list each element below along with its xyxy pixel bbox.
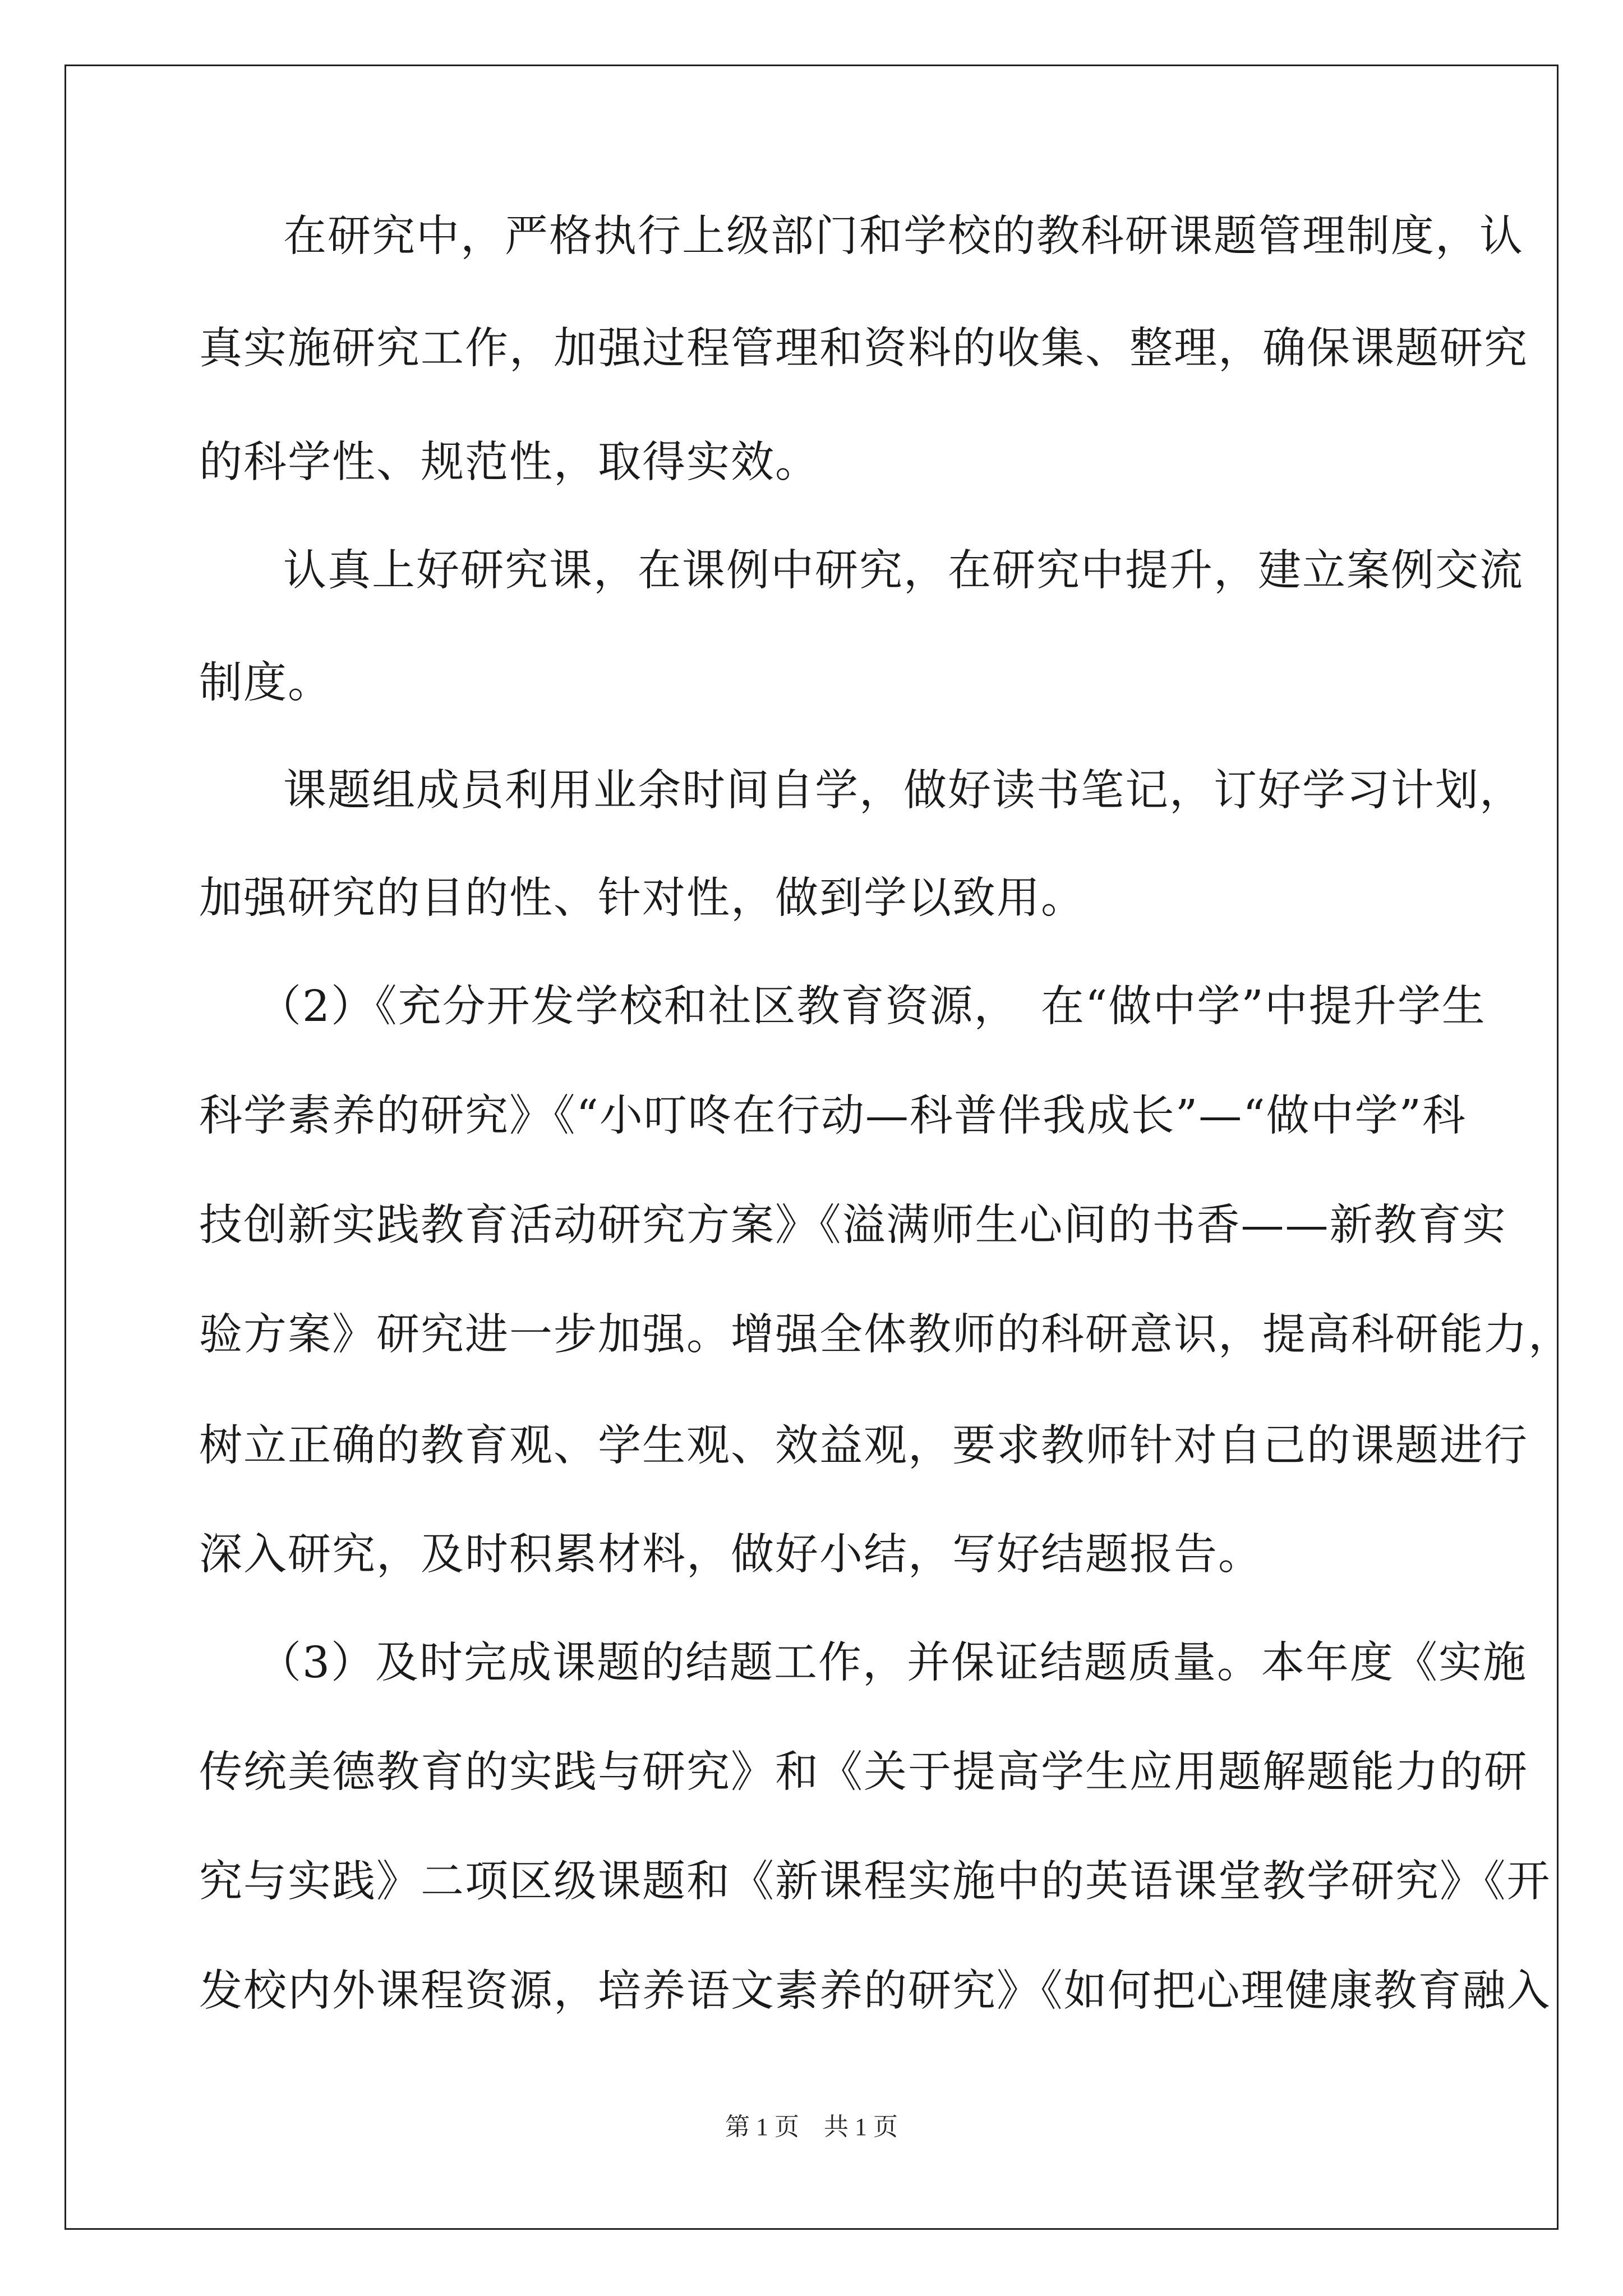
text-line: 发校内外课程资源，培养语文素养的研究》《如何把心理健康教育融入 bbox=[199, 1966, 1551, 2016]
text-line: 科学素养的研究》《“小叮咚在行动—科普伴我成长”—“做中学”科 bbox=[199, 1091, 1467, 1141]
text-line: 加强研究的目的性、针对性，做到学以致用。 bbox=[199, 873, 1085, 923]
text-line: 认真上好研究课，在课例中研究，在研究中提升，建立案例交流 bbox=[283, 546, 1524, 596]
text-line: 的科学性、规范性，取得实效。 bbox=[199, 438, 819, 487]
text-line: （3）及时完成课题的结题工作，并保证结题质量。本年度《实施 bbox=[258, 1638, 1527, 1688]
text-line: 在研究中，严格执行上级部门和学校的教科研课题管理制度，认 bbox=[283, 211, 1524, 261]
text-line: 课题组成员利用业余时间自学，做好读书笔记，订好学习计划， bbox=[283, 766, 1524, 816]
text-line: 究与实践》二项区级课题和《新课程实施中的英语课堂教学研究》《开 bbox=[199, 1857, 1551, 1907]
text-line: （2）《充分开发学校和社区教育资源， 在“做中学”中提升学生 bbox=[258, 982, 1486, 1032]
text-line: 传统美德教育的实践与研究》和《关于提高学生应用题解题能力的研 bbox=[199, 1747, 1528, 1797]
text-line: 深入研究，及时积累材料，做好小结，写好结题报告。 bbox=[199, 1530, 1262, 1580]
text-line: 真实施研究工作，加强过程管理和资料的收集、整理，确保课题研究 bbox=[199, 324, 1528, 374]
text-line: 验方案》研究进一步加强。增强全体教师的科研意识，提高科研能力， bbox=[199, 1310, 1573, 1360]
text-line: 技创新实践教育活动研究方案》《溢满师生心间的书香——新教育实 bbox=[199, 1200, 1507, 1250]
text-line: 树立正确的教育观、学生观、效益观，要求教师针对自己的课题进行 bbox=[199, 1421, 1528, 1471]
text-line: 制度。 bbox=[199, 658, 332, 708]
page-number: 第 1 页 共 1 页 bbox=[725, 2113, 898, 2141]
